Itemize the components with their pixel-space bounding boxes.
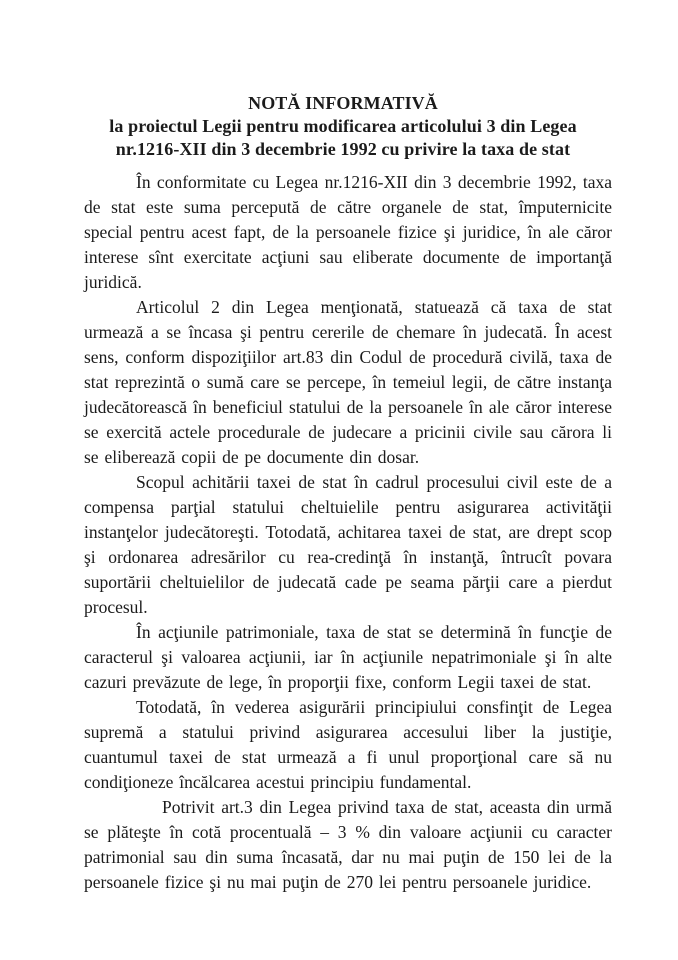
paragraph-scopul-achitarii: Scopul achitării taxei de stat în cadrul procesului civil este de a compensa parţial statului cheltuielile pentru asigurarea activităţii instanţelor judecătoreşti. Totodată, achitarea taxei de stat, are drept scop şi ordonarea adresărilor cu rea-credinţă în instanţă, întrucît povara suportării cheltuielilor de judecată cade pe seama părţii care a pierdut procesul.	[84, 472, 612, 617]
paragraph-conformitate: În conformitate cu Legea nr.1216-XII din 3 decembrie 1992, taxa de stat este suma percepută de către organele de stat, împuternicite special pentru acest fapt, de la persoanele fizice şi juridice, în ale căror interese sînt exercitate acţiuni sau eliberate documente de importanţă juridică.	[84, 172, 612, 292]
paragraph-articolul-2: Articolul 2 din Legea menţionată, statuează că taxa de stat urmează a se încasa şi pentru cererile de chemare în judecată. În acest sens, conform dispoziţiilor art.83 din Codul de procedură civilă, taxa de stat reprezintă o sumă care se percepe, în temeiul legii, de către instanţa judecătorească în beneficiul statului de la persoanele în ale căror interese se exercită actele procedurale de judecare a pricinii civile sau cărora li se eliberează copii de pe documente din dosar.	[84, 297, 612, 467]
paragraph-acces-liber-justitie: Totodată, în vederea asigurării principiului consfinţit de Legea supremă a statului privind asigurarea accesului liber la justiţie, cuantumul taxei de stat urmează a fi unul proporţional care să nu condiţioneze încălcarea acestui principiu fundamental.	[84, 697, 612, 792]
paragraph-potrivit-art3: Potrivit art.3 din Legea privind taxa de stat, aceasta din urmă se plăteşte în cotă procentuală – 3 % din valoare acţiunii cu caracter patrimonial sau din suma încasată, dar nu mai puţin de 150 lei de la persoanele fizice şi nu mai puţin de 270 lei pentru persoanele juridice.	[84, 797, 612, 892]
document-title	[76, 92, 610, 161]
document-body	[84, 170, 612, 895]
title-line-1: NOTĂ INFORMATIVĂ	[248, 93, 438, 113]
title-line-2: la proiectul Legii pentru modificarea articolului 3 din Legea	[109, 116, 577, 136]
paragraph-actiuni-patrimoniale: În acţiunile patrimoniale, taxa de stat se determină în funcţie de caracterul şi valoarea acţiunii, iar în acţiunile nepatrimoniale şi în alte cazuri prevăzute de lege, în proporţii fixe, conform Legii taxei de stat.	[84, 622, 612, 692]
title-line-3: nr.1216-XII din 3 decembrie 1992 cu privire la taxa de stat	[115, 139, 571, 159]
